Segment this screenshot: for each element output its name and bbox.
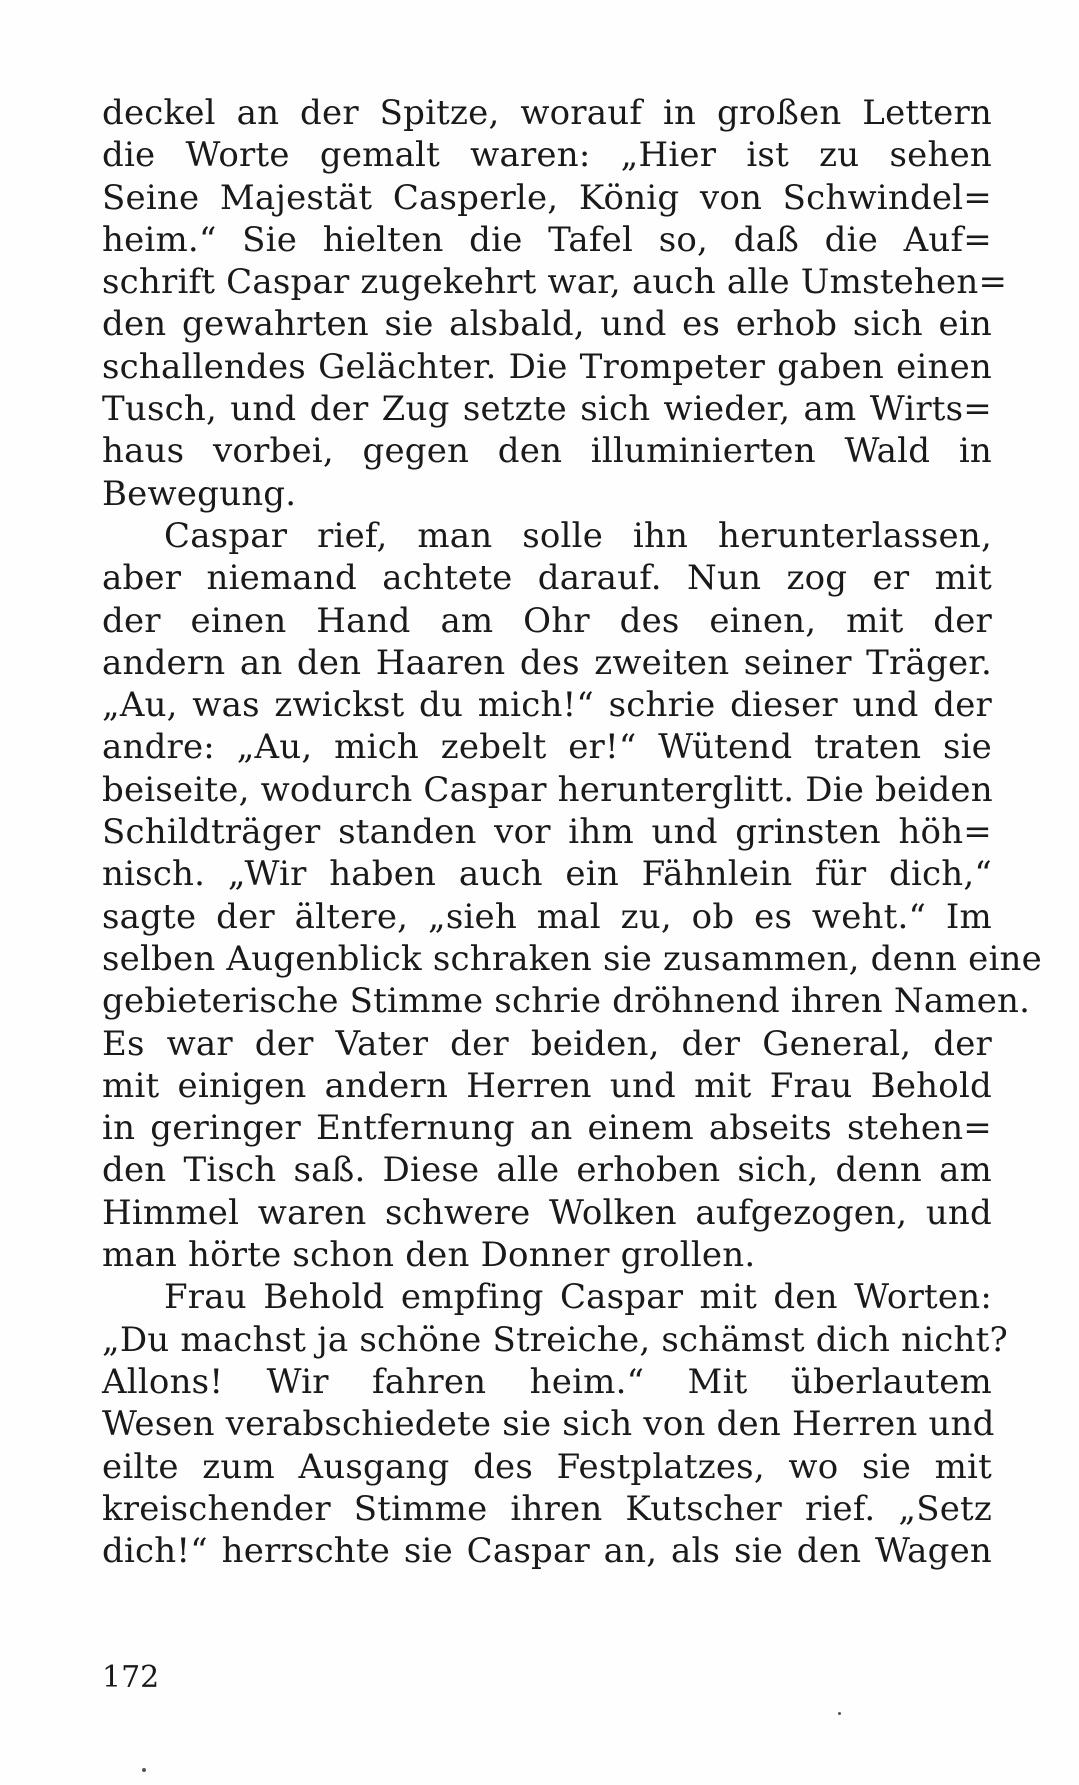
text-line: eilte zum Ausgang des Festplatzes, wo sie mit [102,1446,992,1487]
text-line: selben Augenblick schraken sie zusammen, denn eine [102,938,1042,979]
text-line: andre: „Au, mich zebelt er!“ Wütend traten sie [102,727,992,768]
text-line: haus vorbei, gegen den illuminierten Wald in [102,431,992,472]
text-line: deckel an der Spitze, worauf in großen Lettern [102,93,992,133]
text-line: der einen Hand am Ohr des einen, mit der [102,600,992,641]
text-line: Tusch, und der Zug setzte sich wieder, am Wirts= [102,389,992,430]
text-line: man hörte schon den Donner grollen. [102,1235,756,1276]
text-line: in geringer Entfernung an einem abseits stehen= [102,1108,992,1149]
text-line: gebieterische Stimme schrie dröhnend ihren Namen. [102,981,1031,1022]
text-line: heim.“ Sie hielten die Tafel so, daß die Auf= [102,219,992,260]
text-line: Schildträger standen vor ihm und grinsten höh= [102,812,992,853]
text-line: den gewahrten sie alsbald, und es erhob sich ein [102,304,992,345]
text-line: beiseite, wodurch Caspar herunterglitt. Die beiden [102,769,993,810]
text-line: dich!“ herrschte sie Caspar an, als sie den Wagen [102,1531,992,1572]
text-line: „Au, was zwickst du mich!“ schrie dieser und der [102,685,992,726]
text-line: andern an den Haaren des zweiten seiner Träger. [102,642,992,683]
body-text [102,92,1042,1572]
text-line: schallendes Gelächter. Die Trompeter gaben einen [102,346,992,387]
text-line: die Worte gemalt waren: „Hier ist zu sehen [102,135,992,176]
text-line: kreischender Stimme ihren Kutscher rief. „Setz [102,1488,992,1529]
text-line: Allons! Wir fahren heim.“ Mit überlautem [102,1361,992,1402]
paper-speck [142,1768,146,1772]
text-line: Himmel waren schwere Wolken aufgezogen, und [102,1192,992,1233]
text-line: schrift Caspar zugekehrt war, auch alle Umstehen= [102,262,1008,303]
text-line: den Tisch saß. Diese alle erhoben sich, denn am [102,1150,992,1191]
text-line: „Du machst ja schöne Streiche, schämst dich nicht? [102,1319,1008,1360]
text-line: aber niemand achtete darauf. Nun zog er mit [102,558,992,599]
text-line: mit einigen andern Herren und mit Frau Behold [102,1065,992,1106]
text-line: Caspar rief, man solle ihn herunterlassen, [164,515,992,556]
paper-speck [838,1712,841,1715]
text-line: Es war der Vater der beiden, der General, der [102,1023,992,1064]
text-line: nisch. „Wir haben auch ein Fähnlein für dich,“ [102,854,992,895]
text-line: Wesen verabschiedete sie sich von den Herren und [102,1404,995,1445]
text-line: Bewegung. [102,473,297,514]
page-number: 172 [102,1660,160,1695]
text-line: sagte der ältere, „sieh mal zu, ob es weht.“ Im [102,896,992,937]
text-line: Seine Majestät Casperle, König von Schwindel= [102,177,992,218]
text-line: Frau Behold empfing Caspar mit den Worten: [164,1277,992,1318]
